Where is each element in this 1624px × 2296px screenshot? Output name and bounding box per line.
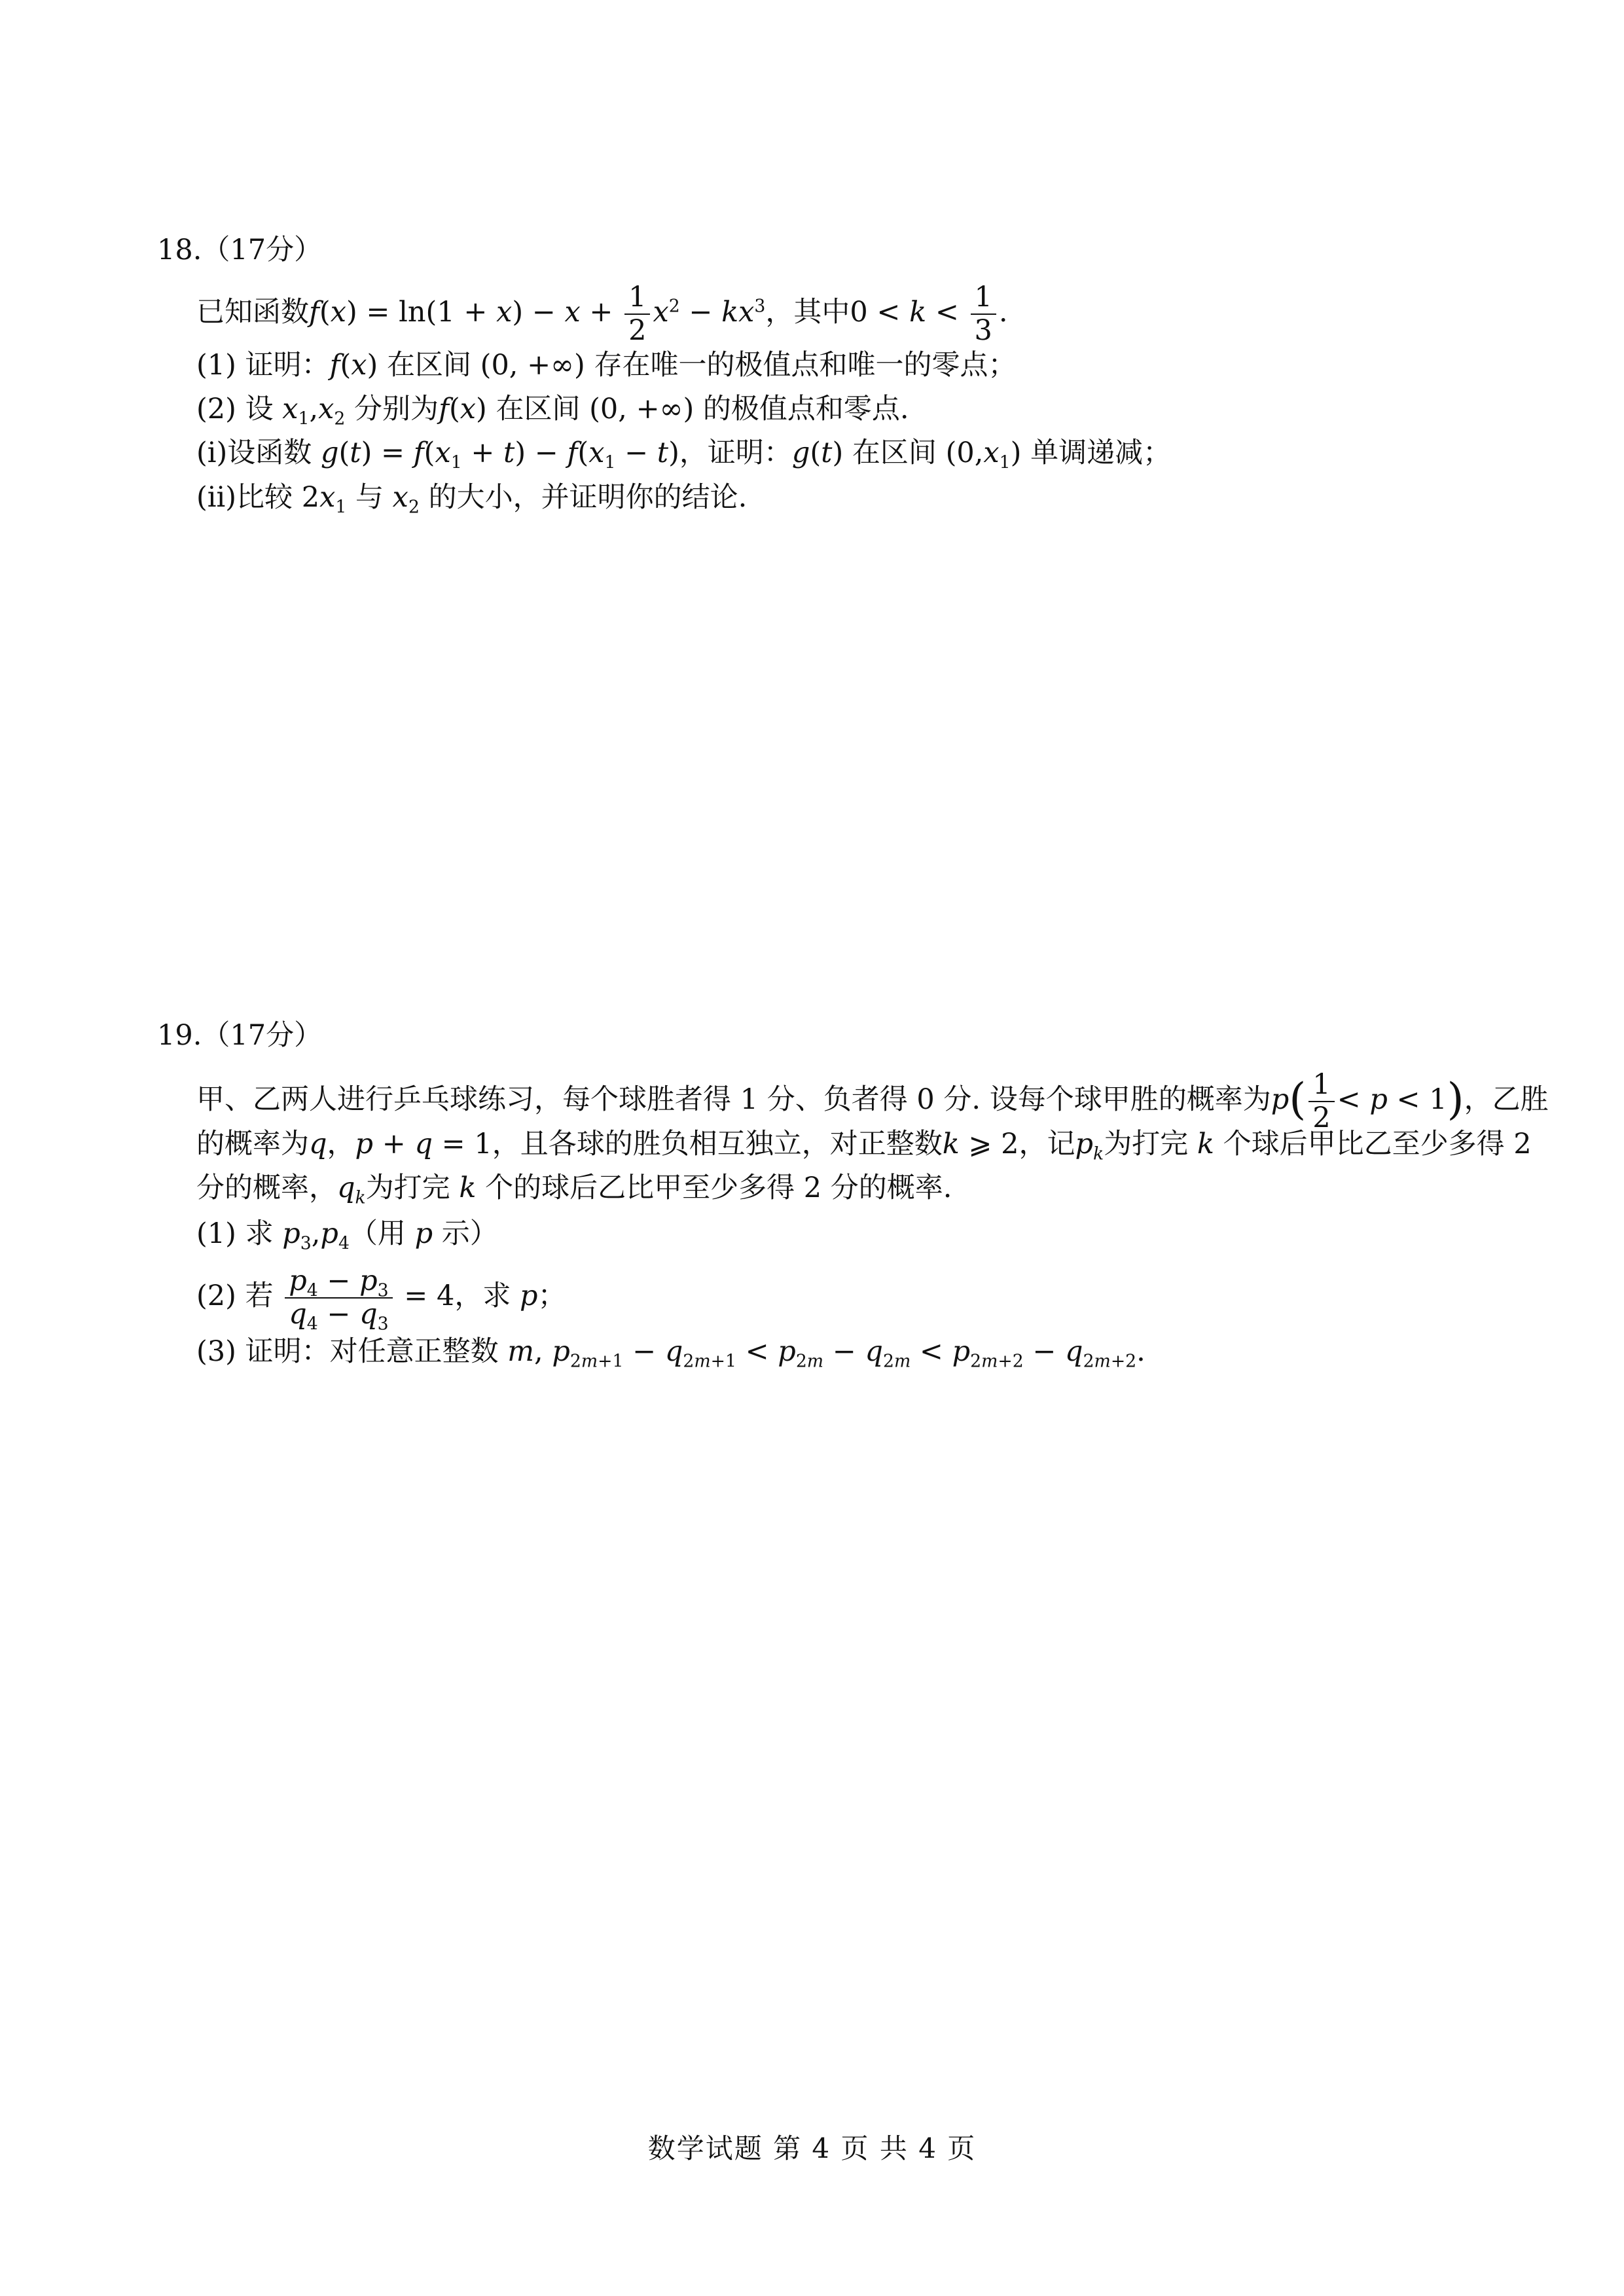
q19-stem-text-2d: 为打完	[1104, 1128, 1189, 1160]
q19-part3: (3) 证明：对任意正整数 m, $p_{2m+1} - q_{2m+1} < p_{2m} - q_{2m} < p_{2m+2} - q_{2m+2}$.	[196, 1335, 1146, 1372]
q19-stem-line-2: 的概率为q，p + q = 1，且各球的胜负相互独立，对正整数k ⩾ 2，记$p_k$为打完 k 个球后甲比乙至少多得 2	[196, 1128, 1532, 1164]
q18-part2-ii-text-b: 的大小，并证明你的结论.	[419, 481, 748, 514]
q19-part1: (1) 求 $p_3,p_4$（用 p 示）	[196, 1217, 498, 1254]
q19-part1-text-b: 示）	[433, 1217, 498, 1250]
q19-part2: (2) 若 $\frac{p_4 - p_3}{q_4 - q_3}$ = 4，求 p；	[196, 1265, 566, 1335]
q19-part1-label: (1) 求	[196, 1217, 283, 1250]
q18-part2-i-label: (i)设函数	[196, 437, 321, 469]
q18-part1-text-a: 在区间	[378, 349, 480, 382]
q18-number: 18.	[157, 234, 202, 266]
q19-stem-text-2b: ，且各球的胜负相互独立，对正整数	[492, 1128, 943, 1160]
q19-stem-text-1b: ，乙胜	[1464, 1083, 1549, 1117]
q18-part2-ii-text-a: 与	[346, 481, 393, 514]
q18-part2-i-text-c: 单调递减；	[1021, 437, 1172, 469]
q19-stem-text-2e: 个球后甲比乙至少多得 2	[1223, 1128, 1532, 1160]
q19-header	[157, 1016, 322, 1055]
q19-stem-text-1a: 甲、乙两人进行乒乓球练习，每个球胜者得 1 分、负者得 0 分. 设每个球甲胜的概率为	[196, 1083, 1271, 1117]
q18-part1-text-b: 存在唯一的极值点和唯一的零点；	[585, 349, 1017, 382]
q18-part2-ii: (ii)比较 $2x_1$ 与 $x_2$ 的大小，并证明你的结论.	[196, 481, 748, 518]
q18-part2-i: (i)设函数 $g(t) = f(x_1 + t) - f(x_1 - t)$，证明：g(t) 在区间 $(0,x_1)$ 单调递减；	[196, 437, 1172, 473]
q18-part2: (2) 设 $x_1,x_2$ 分别为f(x) 在区间 (0, +∞) 的极值点和零点.	[196, 393, 909, 429]
q19-score: （17分）	[202, 1019, 323, 1052]
q19-number: 19.	[157, 1019, 202, 1052]
q18-part2-label: (2) 设	[196, 393, 283, 425]
q18-score: （17分）	[202, 234, 323, 266]
q18-part2-i-text-b: 在区间	[843, 437, 946, 469]
q19-part2-text-a: ，求	[454, 1280, 520, 1313]
q19-part2-label: (2) 若	[196, 1280, 283, 1313]
q19-part1-text-a: （用	[349, 1217, 415, 1250]
q19-stem-text-3b: 为打完	[365, 1172, 450, 1204]
q19-part3-label: (3) 证明：对任意正整数	[196, 1335, 508, 1368]
q18-header	[157, 230, 322, 270]
q18-part2-text-b: 在区间	[486, 393, 590, 425]
q18-part2-ii-label: (ii)比较	[196, 481, 302, 514]
q18-part2-text-c: 的极值点和零点.	[694, 393, 909, 425]
q18-intro: 已知函数f(x) = ln(1 + x) − x + $\frac{1}{2}$ $x^2 - kx^3$，其中0 < k < $\frac{1}{3}$ .	[196, 281, 1008, 348]
q19-stem-line-1: 甲、乙两人进行乒乓球练习，每个球胜者得 1 分、负者得 0 分. 设每个球甲胜的概率为p( $\frac{1}{2}$ < p < 1)，乙胜	[196, 1068, 1549, 1135]
q18-part2-text-a: 分别为	[345, 393, 439, 425]
q19-stem-text-2c: ，记	[1019, 1128, 1075, 1160]
q19-stem-text-3c: 个的球后乙比甲至少多得 2 分的概率.	[485, 1172, 952, 1204]
q18-part1-label: (1) 证明：	[196, 349, 330, 382]
q19-stem-text-3a: 分的概率，	[196, 1172, 337, 1204]
q19-stem-line-3: 分的概率，$q_k$为打完 k 个的球后乙比甲至少多得 2 分的概率.	[196, 1172, 952, 1208]
q18-part1: (1) 证明：f(x) 在区间 (0, +∞) 存在唯一的极值点和唯一的零点；	[196, 349, 1017, 382]
q19-part2-text-b: ；	[537, 1280, 566, 1313]
q18-intro-tail: ，其中	[765, 296, 850, 329]
q18-intro-lead: 已知函数	[196, 296, 309, 329]
page-footer: 数学试题 第 4 页 共 4 页	[647, 2132, 977, 2164]
q19-stem-text-2a: 的概率为	[196, 1128, 309, 1160]
q18-part2-i-text-a: ，证明：	[679, 437, 792, 469]
